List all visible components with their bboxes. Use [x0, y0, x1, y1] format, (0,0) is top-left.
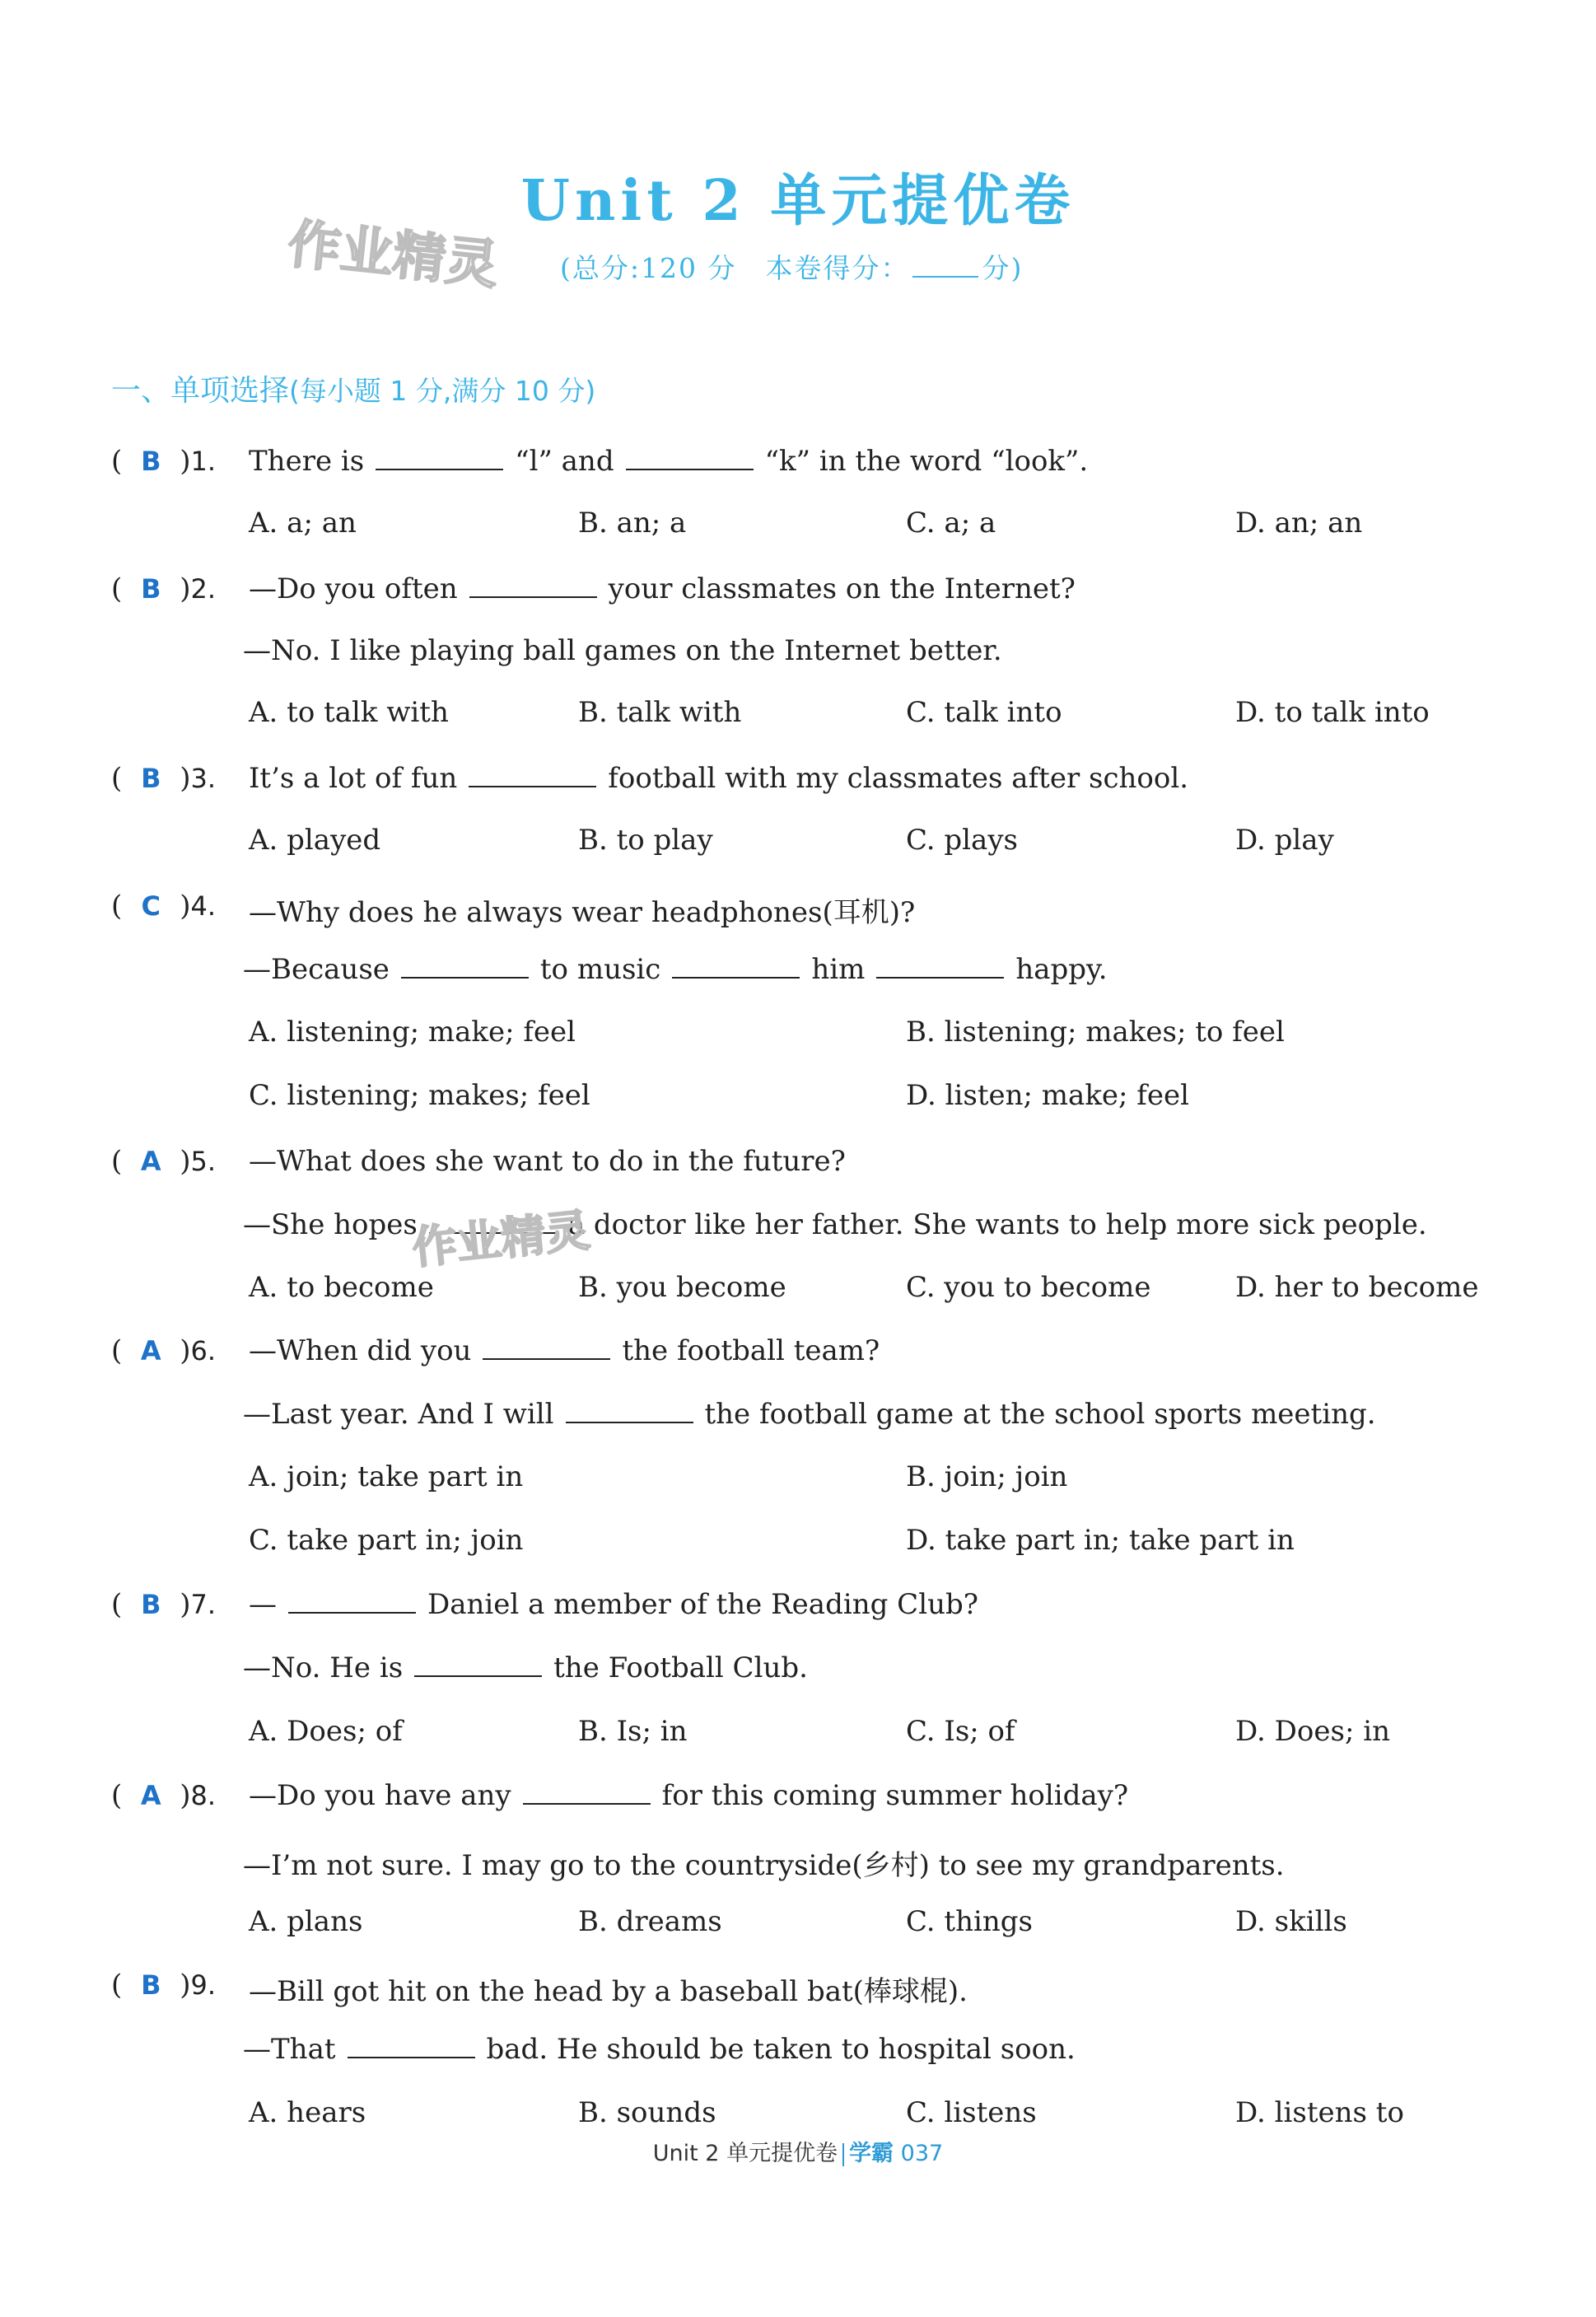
option-c[interactable]: C. listens: [906, 2096, 1037, 2129]
option-b[interactable]: B. to play: [578, 824, 713, 857]
option-c[interactable]: C. talk into: [906, 696, 1062, 729]
answer-blank[interactable]: [523, 1780, 651, 1805]
answer-mark: B: [141, 1969, 161, 2001]
option-c[interactable]: C. things: [906, 1905, 1033, 1938]
question-2-line-1: [249, 572, 1076, 605]
question-7-line-2: [243, 1651, 808, 1684]
answer-blank[interactable]: [483, 1335, 610, 1360]
question-text: —No. He is: [243, 1651, 404, 1684]
watermark-logo-2: 作业精灵: [409, 1203, 593, 1275]
answer-blank[interactable]: [414, 1652, 542, 1677]
option-a[interactable]: A. to become: [249, 1271, 434, 1304]
question-text: Daniel a member of the Reading Club?: [427, 1588, 978, 1621]
option-a[interactable]: A. a; an: [249, 507, 357, 540]
question-text: —I’m not sure. I may go to the countryside(乡村) to see my grandparents.: [243, 1849, 1285, 1882]
question-4-line-2: [243, 953, 1108, 986]
option-a[interactable]: A. plans: [249, 1905, 363, 1938]
question-text: happy.: [1015, 953, 1108, 986]
question-text: for this coming summer holiday?: [661, 1779, 1129, 1812]
score-suffix: 分): [982, 252, 1024, 284]
question-num: 9.: [190, 1969, 217, 2001]
question-text: the football team?: [622, 1334, 880, 1367]
question-number-4: ( C )4.: [111, 890, 217, 923]
answer-blank[interactable]: [626, 446, 754, 470]
option-b[interactable]: B. join; join: [906, 1460, 1068, 1493]
option-d[interactable]: D. her to become: [1235, 1271, 1479, 1304]
answer-mark: A: [140, 1780, 161, 1811]
question-num: 6.: [190, 1335, 217, 1366]
question-2-line-2: [243, 634, 1002, 667]
answer-mark: B: [141, 446, 161, 477]
answer-blank[interactable]: [376, 446, 503, 470]
question-text: bad. He should be taken to hospital soon.: [486, 2033, 1076, 2066]
answer-blank[interactable]: [876, 954, 1004, 979]
watermark-logo: 作业精灵: [285, 213, 502, 297]
answer-mark: B: [141, 573, 161, 605]
option-d[interactable]: D. to talk into: [1235, 696, 1430, 729]
question-text: the football game at the school sports meeting.: [704, 1398, 1376, 1431]
section-points: (每小题 1 分,满分 10 分): [289, 375, 596, 407]
option-d[interactable]: D. skills: [1235, 1905, 1347, 1938]
footer-divider: [842, 2143, 844, 2166]
question-7-line-1: [249, 1588, 978, 1621]
question-text: —Last year. And I will: [243, 1398, 554, 1431]
question-number-1: ( B )1.: [111, 445, 217, 478]
question-text: football with my classmates after school.: [608, 762, 1189, 795]
answer-blank[interactable]: [401, 954, 529, 979]
question-text: —Do you often: [249, 572, 458, 605]
question-9-line-1: [249, 1969, 968, 2009]
question-num: 7.: [190, 1589, 217, 1620]
question-number-2: ( B )2.: [111, 572, 217, 605]
answer-blank[interactable]: [566, 1399, 693, 1423]
question-num: 4.: [190, 890, 217, 922]
question-number-6: ( A )6.: [111, 1334, 217, 1367]
option-b[interactable]: B. talk with: [578, 696, 742, 729]
section-heading: [111, 367, 595, 409]
question-num: 8.: [190, 1780, 217, 1811]
question-text: “k” in the word “look”.: [764, 445, 1089, 478]
question-text: —That: [243, 2033, 336, 2066]
page-number: 037: [900, 2141, 944, 2166]
option-b[interactable]: B. an; a: [578, 507, 687, 540]
question-text: —When did you: [249, 1334, 472, 1367]
option-d[interactable]: D. Does; in: [1235, 1715, 1390, 1748]
question-number-7: ( B )7.: [111, 1588, 217, 1621]
question-text: the Football Club.: [553, 1651, 808, 1684]
option-b[interactable]: B. sounds: [578, 2096, 716, 2129]
question-text: —What does she want to do in the future?: [249, 1145, 846, 1178]
question-num: 5.: [190, 1146, 217, 1177]
answer-mark: A: [140, 1335, 161, 1366]
question-8-line-1: [249, 1779, 1128, 1812]
score-info: [560, 247, 1023, 286]
answer-mark: A: [140, 1146, 161, 1177]
option-b[interactable]: B. dreams: [578, 1905, 722, 1938]
question-text: —: [249, 1588, 277, 1621]
question-text: to music: [539, 953, 661, 986]
question-8-line-2: [243, 1843, 1285, 1883]
option-b[interactable]: B. you become: [578, 1271, 786, 1304]
option-a[interactable]: A. Does; of: [249, 1715, 403, 1748]
score-prefix: (总分:120 分 本卷得分：: [560, 252, 910, 284]
question-5-line-1: [249, 1145, 846, 1178]
question-num: 3.: [190, 763, 217, 794]
section-title: 一、单项选择: [111, 374, 290, 408]
option-a[interactable]: A. join; take part in: [249, 1460, 524, 1493]
option-a[interactable]: A. hears: [249, 2096, 366, 2129]
question-number-5: ( A )5.: [111, 1145, 217, 1178]
option-d[interactable]: D. listens to: [1235, 2096, 1404, 2129]
question-text: “l” and: [515, 445, 614, 478]
option-d[interactable]: D. take part in; take part in: [906, 1524, 1295, 1557]
option-a[interactable]: A. to talk with: [249, 696, 449, 729]
answer-blank[interactable]: [469, 763, 596, 787]
question-text: —Bill got hit on the head by a baseball bat(棒球棍).: [249, 1975, 968, 2008]
question-num: 1.: [190, 446, 217, 477]
answer-blank[interactable]: [672, 954, 800, 979]
answer-mark: C: [141, 890, 161, 922]
page-footer: [0, 2135, 1596, 2167]
footer-brand: 学霸: [849, 2141, 894, 2166]
question-text: —No. I like playing ball games on the Internet better.: [243, 634, 1002, 667]
answer-mark: B: [141, 1589, 161, 1620]
question-4-line-1: [249, 890, 915, 930]
option-b[interactable]: B. listening; makes; to feel: [906, 1016, 1285, 1049]
question-text: a doctor like her father. She wants to help more sick people.: [567, 1208, 1427, 1241]
question-text: your classmates on the Internet?: [608, 572, 1076, 605]
question-3-line-1: [249, 762, 1188, 795]
page-title: Unit 2 单元提优卷: [520, 168, 1076, 234]
question-num: 2.: [190, 573, 217, 605]
option-c[interactable]: C. you to become: [906, 1271, 1151, 1304]
option-d[interactable]: D. listen; make; feel: [906, 1079, 1190, 1112]
question-text: —Do you have any: [249, 1779, 511, 1812]
option-d[interactable]: D. an; an: [1235, 507, 1363, 540]
option-a[interactable]: A. listening; make; feel: [249, 1016, 576, 1049]
option-c[interactable]: C. a; a: [906, 507, 996, 540]
answer-blank[interactable]: [348, 2034, 475, 2058]
question-number-9: ( B )9.: [111, 1969, 217, 2002]
question-text: —Why does he always wear headphones(耳机)?: [249, 896, 916, 929]
question-1-line-1: [249, 445, 1088, 478]
option-d[interactable]: D. play: [1235, 824, 1334, 857]
question-text: There is: [249, 445, 365, 478]
question-text: —Because: [243, 953, 390, 986]
question-number-3: ( B )3.: [111, 762, 217, 795]
question-6-line-1: [249, 1334, 880, 1367]
answer-blank[interactable]: [288, 1589, 416, 1614]
question-text: —She hopes: [243, 1208, 418, 1241]
question-text: It’s a lot of fun: [249, 762, 458, 795]
score-blank: [912, 251, 978, 278]
option-c[interactable]: C. Is; of: [906, 1715, 1015, 1748]
question-9-line-2: [243, 2033, 1076, 2066]
question-number-8: ( A )8.: [111, 1779, 217, 1812]
footer-unit: Unit 2 单元提优卷: [652, 2141, 838, 2166]
option-b[interactable]: B. Is; in: [578, 1715, 688, 1748]
question-text: him: [811, 953, 866, 986]
option-c[interactable]: C. plays: [906, 824, 1018, 857]
option-a[interactable]: A. played: [249, 824, 381, 857]
answer-mark: B: [141, 763, 161, 794]
question-6-line-2: [243, 1398, 1376, 1431]
answer-blank[interactable]: [469, 573, 597, 598]
option-c[interactable]: C. listening; makes; feel: [249, 1079, 590, 1112]
option-c[interactable]: C. take part in; join: [249, 1524, 524, 1557]
